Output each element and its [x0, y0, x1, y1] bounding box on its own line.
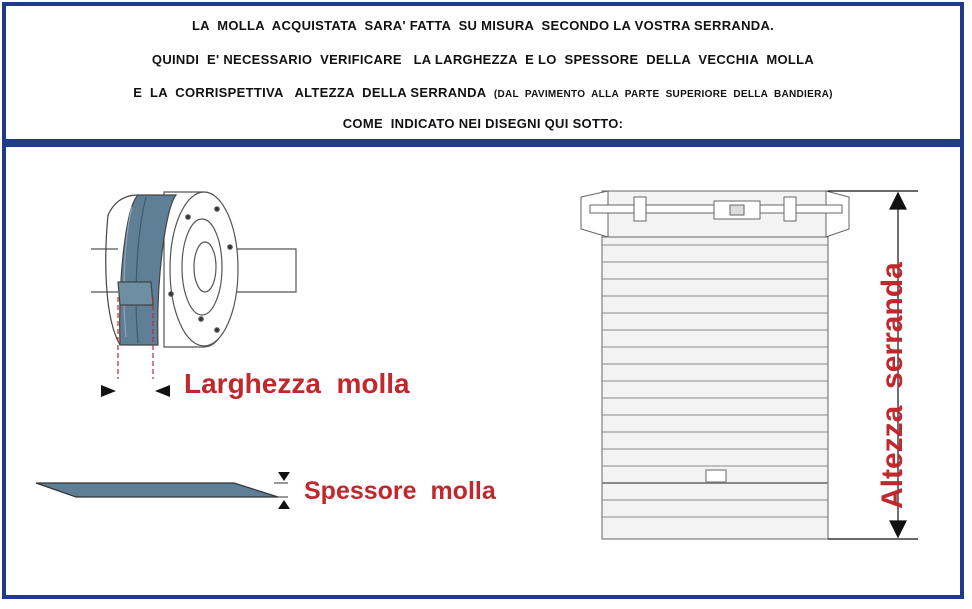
label-larghezza: Larghezza molla: [184, 368, 410, 399]
spring-drum: [164, 192, 238, 347]
instruction-line-3: [6, 85, 960, 100]
diagram-drawing: [6, 147, 960, 595]
instruction-line-3-note: (DAL PAVIMENTO ALLA PARTE SUPERIORE DELLA BANDIERA): [493, 89, 833, 100]
instruction-line-3-main: E LA CORRISPETTIVA ALTEZZA DELLA SERRANDA: [133, 85, 486, 100]
instruction-line-1: LA MOLLA ACQUISTATA SARA' FATTA SU MISURA SECONDO LA VOSTRA SERRANDA.: [191, 18, 775, 33]
rolling-shutter: [581, 191, 849, 539]
diagram-area: [6, 147, 960, 595]
label-altezza: Altezza serranda: [876, 262, 909, 509]
header-divider: [6, 139, 960, 147]
label-spessore: Spessore molla: [304, 477, 496, 505]
instruction-line-2: QUINDI E' NECESSARIO VERIFICARE LA LARGHEZZA E LO SPESSORE DELLA VECCHIA MOLLA: [151, 52, 815, 67]
spring-strip: [36, 472, 290, 509]
instructions-header: [6, 6, 960, 139]
instruction-line-4: COME INDICATO NEI DISEGNI QUI SOTTO:: [342, 116, 624, 131]
